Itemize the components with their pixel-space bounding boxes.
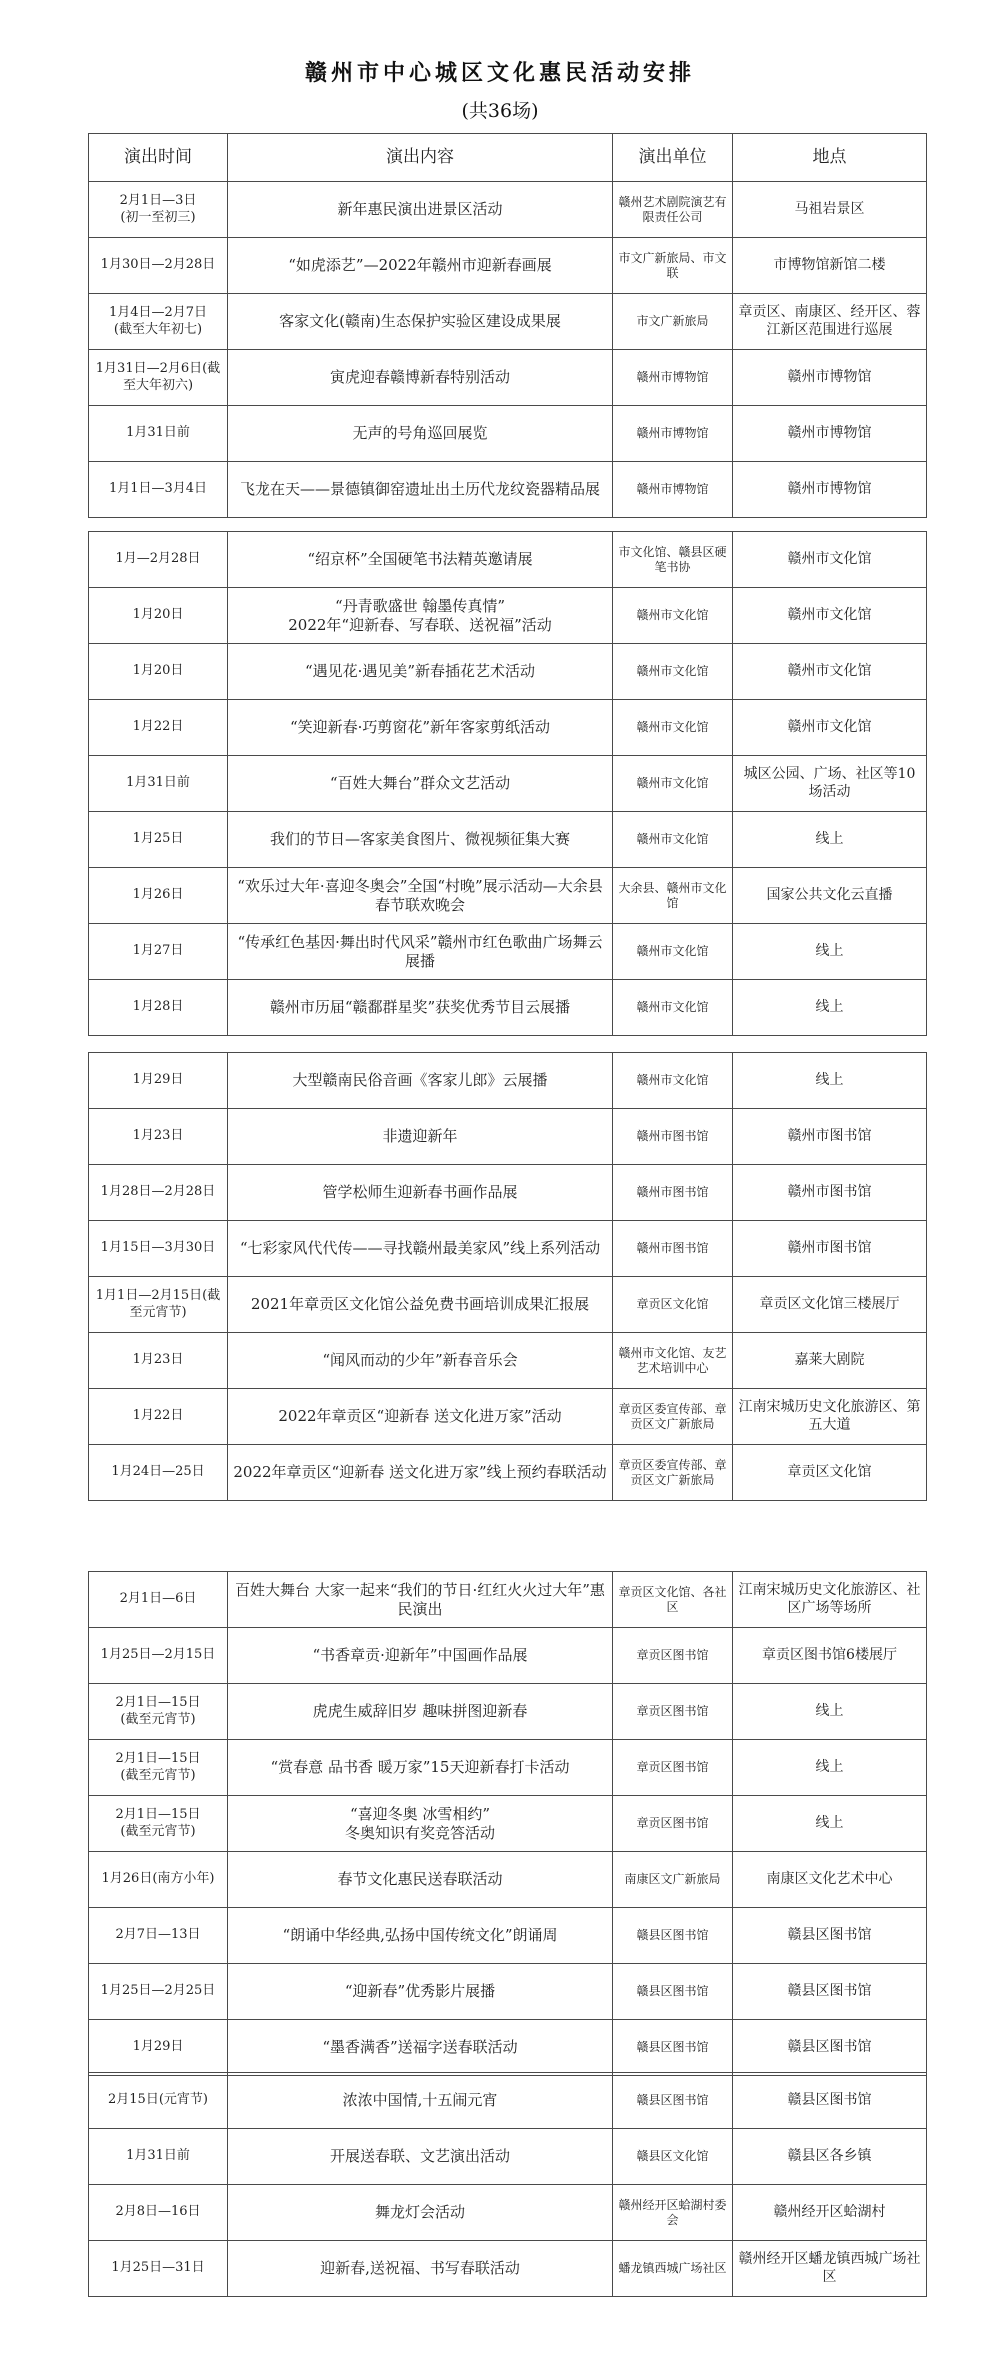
cell-time: 1月26日(南方小年): [89, 1852, 228, 1908]
cell-unit: 市文广新旅局、市文联: [613, 238, 733, 294]
cell-time: 1月22日: [89, 1389, 228, 1445]
cell-unit: 赣州市文化馆、友艺艺术培训中心: [613, 1333, 733, 1389]
cell-time: 1月27日: [89, 924, 228, 980]
table-row: [89, 2073, 927, 2129]
table-row: [89, 1165, 927, 1221]
header-location: 地点: [733, 134, 927, 182]
cell-time: 1月25日—31日: [89, 2241, 228, 2297]
cell-content: “书香章贡·迎新年”中国画作品展: [228, 1628, 613, 1684]
cell-time: 1月15日—3月30日: [89, 1221, 228, 1277]
table-row: [89, 532, 927, 588]
cell-time: 2月1日—15日 (截至元宵节): [89, 1796, 228, 1852]
page-subtitle: (共36场): [461, 100, 539, 122]
cell-unit: 章贡区文化馆: [613, 1277, 733, 1333]
table-row: [89, 756, 927, 812]
cell-content: 2022年章贡区“迎新春 送文化进万家”线上预约春联活动: [228, 1445, 613, 1501]
table-row: [89, 1852, 927, 1908]
table-row: [89, 2129, 927, 2185]
cell-unit: 赣州市文化馆: [613, 588, 733, 644]
cell-location: 赣州市图书馆: [733, 1221, 927, 1277]
cell-unit: 赣县区图书馆: [613, 2020, 733, 2076]
cell-location: 赣州市图书馆: [733, 1109, 927, 1165]
header-unit: 演出单位: [613, 134, 733, 182]
table-row: [89, 1628, 927, 1684]
cell-time: 1月22日: [89, 700, 228, 756]
cell-unit: 赣州市博物馆: [613, 350, 733, 406]
cell-location: 赣州市文化馆: [733, 532, 927, 588]
cell-location: 线上: [733, 1053, 927, 1109]
cell-unit: 章贡区图书馆: [613, 1628, 733, 1684]
cell-content: “喜迎冬奥 冰雪相约” 冬奥知识有奖竞答活动: [228, 1796, 613, 1852]
cell-content: “百姓大舞台”群众文艺活动: [228, 756, 613, 812]
cell-content: “七彩家风代代传——寻找赣州最美家风”线上系列活动: [228, 1221, 613, 1277]
cell-time: 2月1日—15日 (截至元宵节): [89, 1740, 228, 1796]
cell-location: 章贡区图书馆6楼展厅: [733, 1628, 927, 1684]
cell-location: 国家公共文化云直播: [733, 868, 927, 924]
cell-unit: 赣州市文化馆: [613, 756, 733, 812]
table-row: [89, 980, 927, 1036]
cell-location: 江南宋城历史文化旅游区、第五大道: [733, 1389, 927, 1445]
header-content: 演出内容: [228, 134, 613, 182]
schedule-table-1: [88, 133, 927, 518]
cell-content: “笑迎新春·巧剪窗花”新年客家剪纸活动: [228, 700, 613, 756]
cell-content: “赏春意 品书香 暖万家”15天迎新春打卡活动: [228, 1740, 613, 1796]
cell-unit: 赣州市文化馆: [613, 1053, 733, 1109]
cell-time: 1月1日—2月15日(截至元宵节): [89, 1277, 228, 1333]
page-title: 赣州市中心城区文化惠民活动安排: [304, 60, 695, 86]
table-row: [89, 1221, 927, 1277]
table-row: [89, 1796, 927, 1852]
table-row: [89, 1964, 927, 2020]
cell-location: 赣州经开区蛤湖村: [733, 2185, 927, 2241]
cell-content: “如虎添艺”—2022年赣州市迎新春画展: [228, 238, 613, 294]
schedule-table-4: [88, 1571, 927, 2076]
cell-location: 赣州市文化馆: [733, 644, 927, 700]
cell-time: 1月31日前: [89, 756, 228, 812]
cell-content: 开展送春联、文艺演出活动: [228, 2129, 613, 2185]
cell-unit: 赣州市文化馆: [613, 700, 733, 756]
cell-location: 江南宋城历史文化旅游区、社区广场等场所: [733, 1572, 927, 1628]
cell-time: 1月30日—2月28日: [89, 238, 228, 294]
cell-location: 赣州市博物馆: [733, 350, 927, 406]
cell-content: “闻风而动的少年”新春音乐会: [228, 1333, 613, 1389]
cell-time: 1月29日: [89, 1053, 228, 1109]
cell-unit: 赣县区图书馆: [613, 2073, 733, 2129]
table-row: [89, 1109, 927, 1165]
table-row: [89, 2241, 927, 2297]
table-row: [89, 1333, 927, 1389]
cell-location: 章贡区文化馆三楼展厅: [733, 1277, 927, 1333]
table-header-row: [89, 134, 927, 182]
cell-unit: 赣县区文化馆: [613, 2129, 733, 2185]
cell-unit: 赣州市博物馆: [613, 462, 733, 518]
cell-unit: 赣州市文化馆: [613, 980, 733, 1036]
cell-content: 舞龙灯会活动: [228, 2185, 613, 2241]
cell-unit: 赣州市图书馆: [613, 1221, 733, 1277]
cell-unit: 赣州市文化馆: [613, 812, 733, 868]
table-row: [89, 924, 927, 980]
cell-unit: 章贡区委宣传部、章贡区文广新旅局: [613, 1445, 733, 1501]
cell-content: 迎新春,送祝福、书写春联活动: [228, 2241, 613, 2297]
cell-unit: 章贡区图书馆: [613, 1740, 733, 1796]
cell-location: 赣州市图书馆: [733, 1165, 927, 1221]
cell-content: 非遗迎新年: [228, 1109, 613, 1165]
cell-content: 2021年章贡区文化馆公益免费书画培训成果汇报展: [228, 1277, 613, 1333]
schedule-table-5: [88, 2072, 927, 2297]
cell-unit: 南康区文广新旅局: [613, 1852, 733, 1908]
table-row: [89, 1445, 927, 1501]
cell-content: 我们的节日—客家美食图片、微视频征集大赛: [228, 812, 613, 868]
cell-content: “欢乐过大年·喜迎冬奥会”全国“村晚”展示活动—大余县春节联欢晚会: [228, 868, 613, 924]
table-row: [89, 588, 927, 644]
table-row: [89, 644, 927, 700]
cell-content: “绍京杯”全国硬笔书法精英邀请展: [228, 532, 613, 588]
table-row: [89, 2185, 927, 2241]
cell-time: 2月1日—6日: [89, 1572, 228, 1628]
table-row: [89, 2020, 927, 2076]
cell-location: 嘉莱大剧院: [733, 1333, 927, 1389]
cell-time: 1月26日: [89, 868, 228, 924]
table-row: [89, 406, 927, 462]
cell-time: 1月28日: [89, 980, 228, 1036]
cell-time: 1月24日—25日: [89, 1445, 228, 1501]
cell-time: 1月20日: [89, 588, 228, 644]
cell-unit: 章贡区文化馆、各社区: [613, 1572, 733, 1628]
cell-unit: 市文广新旅局: [613, 294, 733, 350]
cell-time: 1月31日—2月6日(截至大年初六): [89, 350, 228, 406]
cell-content: “丹青歌盛世 翰墨传真情” 2022年“迎新春、写春联、送祝福”活动: [228, 588, 613, 644]
cell-location: 赣县区图书馆: [733, 2020, 927, 2076]
cell-location: 赣县区图书馆: [733, 1964, 927, 2020]
cell-location: 市博物馆新馆二楼: [733, 238, 927, 294]
cell-unit: 赣州市图书馆: [613, 1109, 733, 1165]
cell-content: “朗诵中华经典,弘扬中国传统文化”朗诵周: [228, 1908, 613, 1964]
cell-location: 南康区文化艺术中心: [733, 1852, 927, 1908]
schedule-table-2: [88, 531, 927, 1036]
cell-location: 赣州经开区蟠龙镇西城广场社区: [733, 2241, 927, 2297]
table-row: [89, 350, 927, 406]
table-row: [89, 700, 927, 756]
cell-location: 线上: [733, 980, 927, 1036]
cell-location: 赣县区各乡镇: [733, 2129, 927, 2185]
table-row: [89, 462, 927, 518]
cell-location: 赣州市文化馆: [733, 700, 927, 756]
cell-unit: 赣州市文化馆: [613, 644, 733, 700]
header-time: 演出时间: [89, 134, 228, 182]
cell-unit: 蟠龙镇西城广场社区: [613, 2241, 733, 2297]
cell-time: 1月1日—3月4日: [89, 462, 228, 518]
cell-time: 1月28日—2月28日: [89, 1165, 228, 1221]
cell-location: 线上: [733, 924, 927, 980]
cell-location: 赣州市文化馆: [733, 588, 927, 644]
cell-time: 1月4日—2月7日 (截至大年初七): [89, 294, 228, 350]
cell-content: 大型赣南民俗音画《客家儿郎》云展播: [228, 1053, 613, 1109]
table-row: [89, 1389, 927, 1445]
cell-unit: 章贡区委宣传部、章贡区文广新旅局: [613, 1389, 733, 1445]
cell-location: 线上: [733, 1796, 927, 1852]
cell-unit: 赣州艺术剧院演艺有限责任公司: [613, 182, 733, 238]
cell-unit: 大余县、赣州市文化馆: [613, 868, 733, 924]
cell-content: 无声的号角巡回展览: [228, 406, 613, 462]
cell-content: “传承红色基因·舞出时代风采”赣州市红色歌曲广场舞云展播: [228, 924, 613, 980]
cell-content: 客家文化(赣南)生态保护实验区建设成果展: [228, 294, 613, 350]
table-row: [89, 812, 927, 868]
table-row: [89, 1740, 927, 1796]
cell-time: 2月8日—16日: [89, 2185, 228, 2241]
cell-unit: 章贡区图书馆: [613, 1796, 733, 1852]
cell-location: 城区公园、广场、社区等10场活动: [733, 756, 927, 812]
cell-time: 1月25日—2月15日: [89, 1628, 228, 1684]
cell-location: 线上: [733, 1684, 927, 1740]
cell-content: “迎新春”优秀影片展播: [228, 1964, 613, 2020]
cell-unit: 赣县区图书馆: [613, 1908, 733, 1964]
cell-content: 赣州市历届“赣鄱群星奖”获奖优秀节目云展播: [228, 980, 613, 1036]
cell-content: 2022年章贡区“迎新春 送文化进万家”活动: [228, 1389, 613, 1445]
cell-location: 马祖岩景区: [733, 182, 927, 238]
cell-time: 2月1日—3日 (初一至初三): [89, 182, 228, 238]
cell-location: 章贡区、南康区、经开区、蓉江新区范围进行巡展: [733, 294, 927, 350]
cell-time: 1月29日: [89, 2020, 228, 2076]
cell-location: 线上: [733, 1740, 927, 1796]
cell-unit: 赣县区图书馆: [613, 1964, 733, 2020]
cell-content: 寅虎迎春赣博新春特别活动: [228, 350, 613, 406]
cell-unit: 赣州市博物馆: [613, 406, 733, 462]
cell-content: 春节文化惠民送春联活动: [228, 1852, 613, 1908]
table-row: [89, 1053, 927, 1109]
cell-content: 新年惠民演出进景区活动: [228, 182, 613, 238]
cell-time: 1月31日前: [89, 406, 228, 462]
table-row: [89, 238, 927, 294]
cell-content: 管学松师生迎新春书画作品展: [228, 1165, 613, 1221]
cell-time: 1月23日: [89, 1333, 228, 1389]
cell-content: “墨香满香”送福字送春联活动: [228, 2020, 613, 2076]
table-row: [89, 1908, 927, 1964]
schedule-table-3: [88, 1052, 927, 1501]
cell-time: 1月23日: [89, 1109, 228, 1165]
cell-location: 线上: [733, 812, 927, 868]
cell-location: 赣县区图书馆: [733, 1908, 927, 1964]
cell-location: 赣州市博物馆: [733, 406, 927, 462]
cell-time: 1月25日—2月25日: [89, 1964, 228, 2020]
cell-unit: 赣州市图书馆: [613, 1165, 733, 1221]
table-row: [89, 1277, 927, 1333]
table-row: [89, 1684, 927, 1740]
table-row: [89, 868, 927, 924]
cell-unit: 章贡区图书馆: [613, 1684, 733, 1740]
cell-time: 2月1日—15日 (截至元宵节): [89, 1684, 228, 1740]
cell-location: 赣州市博物馆: [733, 462, 927, 518]
cell-unit: 赣州经开区蛤湖村委会: [613, 2185, 733, 2241]
cell-content: 浓浓中国情,十五闹元宵: [228, 2073, 613, 2129]
cell-content: 虎虎生威辞旧岁 趣味拼图迎新春: [228, 1684, 613, 1740]
cell-unit: 赣州市文化馆: [613, 924, 733, 980]
table-row: [89, 294, 927, 350]
cell-content: 飞龙在天——景德镇御窑遗址出土历代龙纹瓷器精品展: [228, 462, 613, 518]
cell-time: 1月31日前: [89, 2129, 228, 2185]
cell-time: 2月7日—13日: [89, 1908, 228, 1964]
cell-time: 1月25日: [89, 812, 228, 868]
cell-time: 2月15日(元宵节): [89, 2073, 228, 2129]
cell-time: 1月20日: [89, 644, 228, 700]
cell-location: 赣县区图书馆: [733, 2073, 927, 2129]
cell-time: 1月—2月28日: [89, 532, 228, 588]
cell-content: 百姓大舞台 大家一起来“我们的节日·红红火火过大年”惠民演出: [228, 1572, 613, 1628]
cell-content: “遇见花·遇见美”新春插花艺术活动: [228, 644, 613, 700]
table-row: [89, 182, 927, 238]
table-row: [89, 1572, 927, 1628]
cell-location: 章贡区文化馆: [733, 1445, 927, 1501]
cell-unit: 市文化馆、赣县区硬笔书协: [613, 532, 733, 588]
